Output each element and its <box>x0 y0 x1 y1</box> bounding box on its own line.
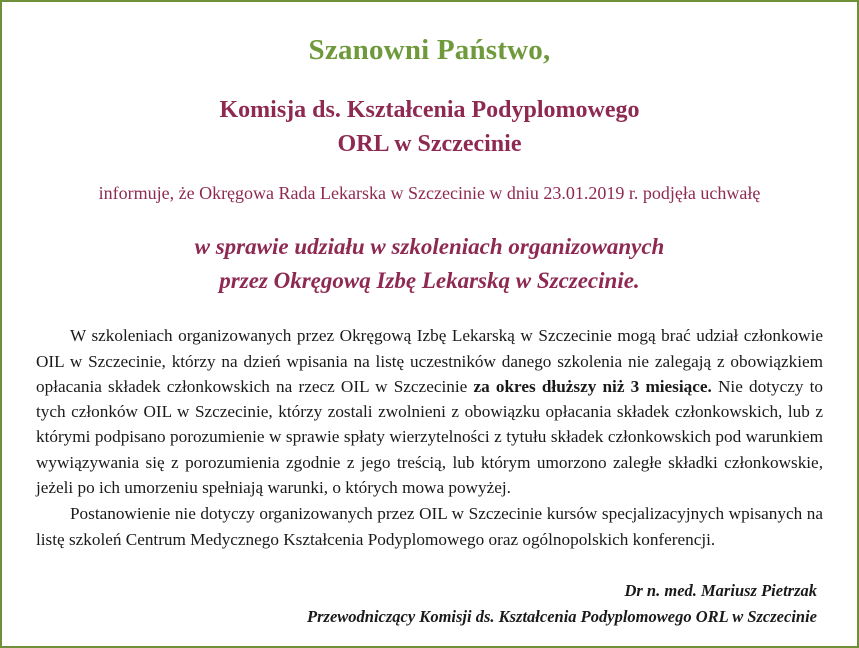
page-title: Szanowni Państwo, <box>308 34 551 66</box>
paragraph-1-emphasis: za okres dłuższy niż 3 miesiące. <box>473 376 712 396</box>
commission-heading-line2: ORL w Szczecinie <box>337 131 522 158</box>
signature-name: Dr n. med. Mariusz Pietrzak <box>624 580 817 600</box>
resolution-topic-line2: przez Okręgową Izbę Lekarską w Szczecinie. <box>219 267 640 293</box>
commission-heading-line1: Komisja ds. Kształcenia Podyplomowego <box>219 97 640 123</box>
paragraph-1-part-1: W szkoleniach organizowanych przez Okręgową Izbę Lekarską w Szczecinie mogą brać udział członkowie OIL w Szczecinie, którzy na dzień wpisania na listę uczestników danego szkolenia nie zalegają z obowiązkiem opłacania składek członkowskich na rzecz OIL w Szczecinie <box>36 326 823 396</box>
signature-role: Przewodniczący Komisji ds. Kształcenia Podyplomowego ORL w Szczecinie <box>307 607 817 627</box>
resolution-info-line: informuje, że Okręgowa Rada Lekarska w Szczecinie w dniu 23.01.2019 r. podjęła uchwałę <box>98 183 761 204</box>
paragraph-1-part-2: Nie dotyczy to tych członków OIL w Szczecinie, którzy zostali zwolnieni z obowiązku opłacania składek członkowskich, lub z którymi podpisano porozumienie w sprawie spłaty wierzytelności z tytułu składek członkowskich pod warunkiem wywiązywania się z porozumienia zgodnie z jego treścią, lub którym umorzono zaległe składki członkowskie, jeżeli po ich umorzeniu spełniają warunki, o których mowa powyżej. <box>36 376 824 497</box>
paragraph-2: Postanowienie nie dotyczy organizowanych przez OIL w Szczecinie kursów specjalizacyjnych wpisanych na listę szkoleń Centrum Medycznego Kształcenia Podyplomowego oraz ogólnopolskich konferencji. <box>36 504 823 549</box>
body-text <box>24 323 835 552</box>
paragraph-1 <box>36 323 823 500</box>
commission-heading <box>24 93 835 161</box>
signature-block <box>24 578 835 631</box>
resolution-topic <box>24 230 835 297</box>
resolution-topic-line1: w sprawie udziału w szkoleniach organizowanych <box>194 234 665 260</box>
